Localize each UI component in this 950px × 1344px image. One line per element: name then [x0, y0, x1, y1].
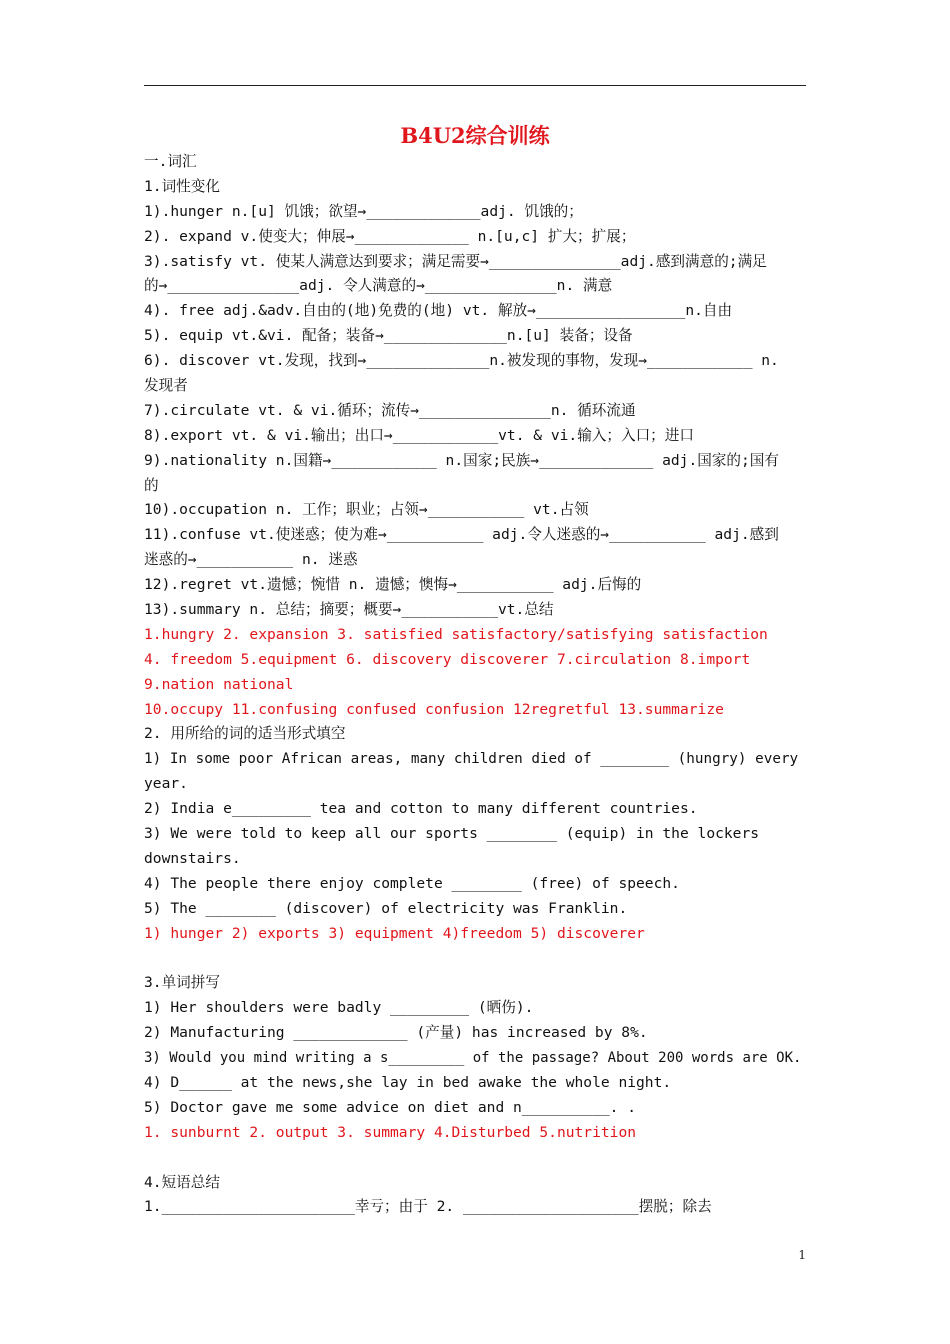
exercise-line: 5). equip vt.&vi. 配备；装备→______________n.[u] 装备；设备: [144, 327, 633, 345]
exercise-line: 4) The people there enjoy complete ________ (free) of speech.: [144, 874, 680, 892]
exercise-line: 3) Would you mind writing a s_________ of the passage? About 200 words are OK.: [144, 1050, 802, 1067]
exercise-line: 4). free adj.&adv.自由的(地)免费的(地) vt. 解放→_________________n.自由: [144, 302, 733, 320]
exercise-line: 3) We were told to keep all our sports ________ (equip) in the lockers: [144, 825, 760, 843]
exercise-line: 1) In some poor African areas, many children died of ________ (hungry) every: [144, 751, 799, 768]
exercise-line: 1).hunger n.[u] 饥饿；欲望→_____________adj. 饥饿的；: [144, 202, 583, 220]
exercise-line: 2) India e_________ tea and cotton to many different countries.: [144, 800, 698, 818]
exercise-line: 7).circulate vt. & vi.循环；流传→_______________n. 循环流通: [144, 401, 636, 419]
exercise-line: 5) The ________ (discover) of electricity was Franklin.: [144, 899, 628, 917]
answer-line: 1. sunburnt 2. output 3. summary 4.Disturbed 5.nutrition: [144, 1123, 637, 1141]
exercise-line: 4) D______ at the news,she lay in bed awake the whole night.: [144, 1073, 672, 1091]
exercise-line: 11).confuse vt.使迷惑；使为难→___________ adj.令人迷惑的→___________ adj.感到: [144, 526, 779, 544]
exercise-line: 2). expand v.使变大；伸展→_____________ n.[u,c] 扩大；扩展；: [144, 227, 636, 245]
subsection-heading: 2. 用所给的词的适当形式填空: [144, 725, 346, 743]
blank-line: [144, 947, 806, 972]
exercise-line: downstairs.: [144, 849, 241, 867]
exercise-line: 1.______________________幸亏；由于 2. ____________________摆脱；除去: [144, 1198, 712, 1216]
page-number: 1: [798, 1248, 806, 1262]
answer-line: 4. freedom 5.equipment 6. discovery discoverer 7.circulation 8.import: [144, 650, 751, 668]
exercise-line: 1) Her shoulders were badly _________ (晒伤).: [144, 999, 534, 1017]
answer-line: 1) hunger 2) exports 3) equipment 4)freedom 5) discoverer: [144, 924, 645, 942]
exercise-line: 10).occupation n. 工作；职业；占领→___________ vt.占领: [144, 501, 589, 519]
exercise-line: 5) Doctor gave me some advice on diet and n__________. .: [144, 1098, 637, 1116]
exercise-line: 12).regret vt.遗憾；惋惜 n. 遗憾；懊悔→___________ adj.后悔的: [144, 576, 642, 594]
answer-line: 1.hungry 2. expansion 3. satisfied satisfactory/satisfying satisfaction: [144, 625, 768, 643]
exercise-line: 9).nationality n.国籍→____________ n.国家;民族→_____________ adj.国家的;国有: [144, 451, 779, 469]
exercise-line: 发现者: [144, 377, 188, 395]
exercise-line: 的: [144, 476, 159, 494]
exercise-line: 3).satisfy vt. 使某人满意达到要求；满足需要→_______________adj.感到满意的;满足: [144, 252, 767, 270]
subsection-heading: 4.短语总结: [144, 1173, 220, 1191]
document-body: [144, 150, 806, 1220]
answer-line: 9.nation national: [144, 675, 294, 693]
section-heading: 一.词汇: [144, 153, 197, 170]
page-title: B4U2综合训练: [400, 123, 550, 148]
exercise-line: 13).summary n. 总结；摘要；概要→___________vt.总结: [144, 601, 554, 619]
header-rule: [144, 85, 806, 86]
subsection-heading: 1.词性变化: [144, 177, 220, 195]
subsection-heading: 3.单词拼写: [144, 974, 220, 992]
exercise-line: 8).export vt. & vi.输出；出口→____________vt. & vi.输入；入口；进口: [144, 426, 694, 444]
exercise-line: year.: [144, 775, 188, 793]
blank-line: [144, 1146, 806, 1171]
exercise-line: 的→_______________adj. 令人满意的→_______________n. 满意: [144, 277, 613, 295]
answer-line: 10.occupy 11.confusing confused confusion 12regretful 13.summarize: [144, 700, 724, 718]
exercise-line: 6). discover vt.发现，找到→______________n.被发现的事物，发现→____________ n.: [144, 352, 779, 370]
exercise-line: 迷惑的→___________ n. 迷惑: [144, 551, 358, 569]
exercise-line: 2) Manufacturing _____________ (产量) has increased by 8%.: [144, 1024, 648, 1042]
